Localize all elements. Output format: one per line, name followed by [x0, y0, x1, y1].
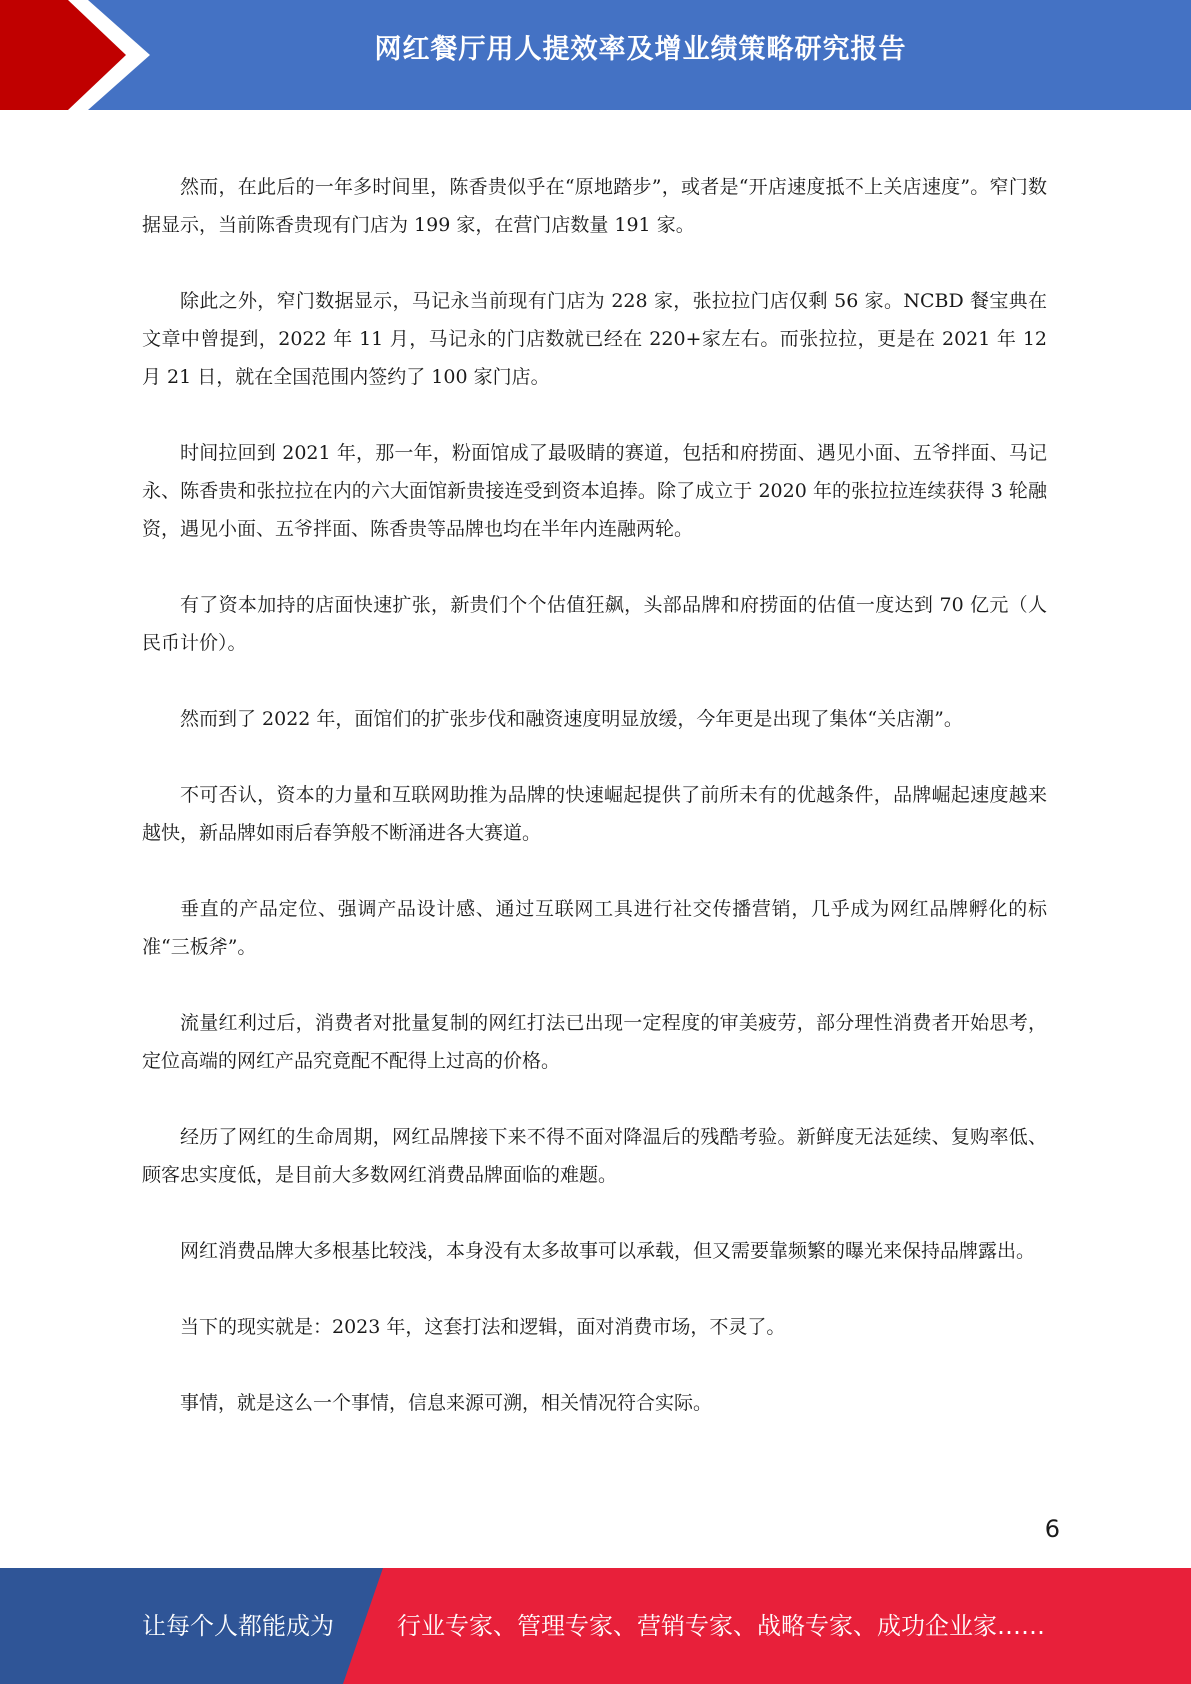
paragraph-4: 有了资本加持的店面快速扩张，新贵们个个估值狂飙，头部品牌和府捞面的估值一度达到 70 亿元（人民币计价）。 [142, 594, 1047, 654]
footer-slogan-right: 行业专家、管理专家、营销专家、战略专家、成功企业家…… [397, 1612, 1045, 1640]
paragraph-8: 流量红利过后，消费者对批量复制的网红打法已出现一定程度的审美疲劳，部分理性消费者开始思考，定位高端的网红产品究竟配不配得上过高的价格。 [142, 1012, 1047, 1072]
paragraph-3: 时间拉回到 2021 年，那一年，粉面馆成了最吸睛的赛道，包括和府捞面、遇见小面、五爷拌面、马记永、陈香贵和张拉拉在内的六大面馆新贵接连受到资本追捧。除了成立于 2020 年的张拉拉连续获得 3 轮融资，遇见小面、五爷拌面、陈香贵等品牌也均在半年内连融两轮。 [142, 442, 1047, 540]
paragraph-9: 经历了网红的生命周期，网红品牌接下来不得不面对降温后的残酷考验。新鲜度无法延续、复购率低、顾客忠实度低，是目前大多数网红消费品牌面临的难题。 [142, 1126, 1047, 1186]
paragraph-1: 然而，在此后的一年多时间里，陈香贵似乎在“原地踏步”，或者是“开店速度抵不上关店速度”。窄门数据显示，当前陈香贵现有门店为 199 家，在营门店数量 191 家。 [142, 176, 1047, 236]
page-footer [0, 1568, 1191, 1684]
paragraph-12: 事情，就是这么一个事情，信息来源可溯，相关情况符合实际。 [180, 1392, 713, 1414]
paragraph-10: 网红消费品牌大多根基比较浅，本身没有太多故事可以承载，但又需要靠频繁的曝光来保持品牌露出。 [180, 1240, 1036, 1262]
paragraph-7: 垂直的产品定位、强调产品设计感、通过互联网工具进行社交传播营销，几乎成为网红品牌孵化的标准“三板斧”。 [142, 898, 1047, 958]
paragraph-11: 当下的现实就是：2023 年，这套打法和逻辑，面对消费市场，不灵了。 [180, 1316, 786, 1338]
page-number: 6 [1044, 1515, 1060, 1543]
page-header [0, 0, 1191, 110]
document-body [142, 168, 1047, 1460]
paragraph-5: 然而到了 2022 年，面馆们的扩张步伐和融资速度明显放缓，今年更是出现了集体“关店潮”。 [180, 708, 963, 730]
paragraph-6: 不可否认，资本的力量和互联网助推为品牌的快速崛起提供了前所未有的优越条件，品牌崛起速度越来越快，新品牌如雨后春笋般不断涌进各大赛道。 [142, 784, 1047, 844]
header-title: 网红餐厅用人提效率及增业绩策略研究报告 [374, 34, 907, 65]
paragraph-2: 除此之外，窄门数据显示，马记永当前现有门店为 228 家，张拉拉门店仅剩 56 家。NCBD 餐宝典在文章中曾提到，2022 年 11 月，马记永的门店数就已经在 220+家左右。而张拉拉，更是在 2021 年 12 月 21 日，就在全国范围内签约了 100 家门店。 [142, 290, 1047, 388]
footer-slogan-left: 让每个人都能成为 [142, 1612, 334, 1640]
header-arrow-decoration [0, 0, 150, 110]
